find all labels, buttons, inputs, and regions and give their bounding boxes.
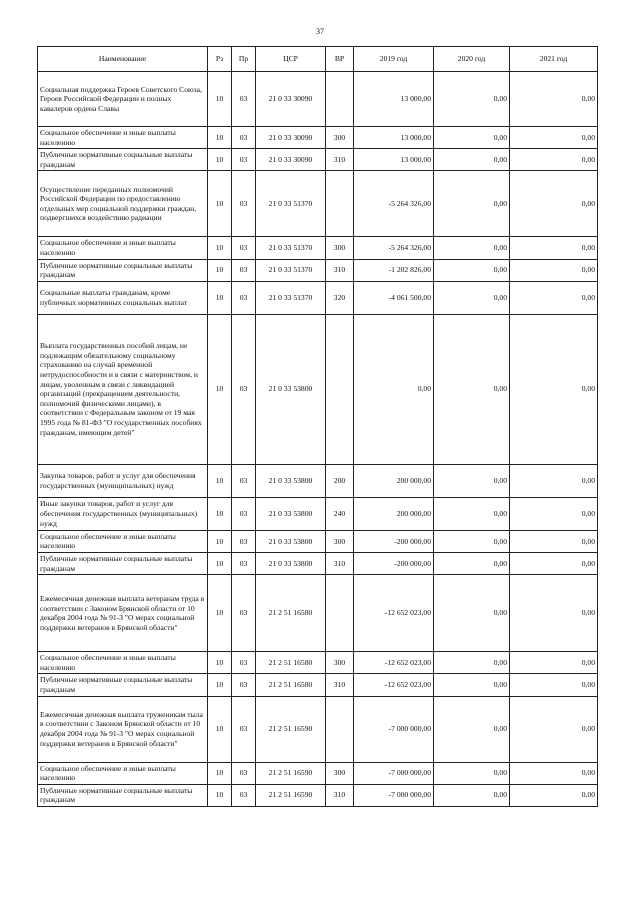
cell-vr: 300 [326,530,354,552]
cell-rz: 10 [208,674,232,696]
cell-name: Ежемесячная денежная выплата ветеранам труда в соответствии с Законом Брянской области от 10 декабря 2004 года № 91-З "О мерах социальной поддержки ветеранов в Брянской области" [38,575,208,652]
cell-pr: 03 [232,696,256,762]
table-row [38,171,598,237]
cell-csr: 21 2 51 16590 [256,696,326,762]
cell-2019: -12 652 023,00 [354,652,434,674]
cell-rz: 10 [208,281,232,314]
cell-2021: 0,00 [510,530,598,552]
cell-pr: 03 [232,171,256,237]
table-row [38,575,598,652]
cell-2020: 0,00 [434,149,510,171]
cell-pr: 03 [232,149,256,171]
cell-name: Публичные нормативные социальные выплаты гражданам [38,149,208,171]
cell-2020: 0,00 [434,784,510,806]
cell-pr: 03 [232,674,256,696]
table-row [38,281,598,314]
cell-rz: 10 [208,530,232,552]
cell-pr: 03 [232,464,256,497]
cell-2019: -12 652 023,00 [354,674,434,696]
cell-csr: 21 0 33 53800 [256,464,326,497]
cell-name: Публичные нормативные социальные выплаты гражданам [38,784,208,806]
cell-vr: 310 [326,259,354,281]
cell-vr: 300 [326,652,354,674]
cell-2021: 0,00 [510,696,598,762]
cell-csr: 21 2 51 16590 [256,762,326,784]
cell-csr: 21 0 33 51370 [256,281,326,314]
cell-2019: -4 061 500,00 [354,281,434,314]
cell-pr: 03 [232,259,256,281]
cell-2019: -5 264 326,00 [354,171,434,237]
cell-2019: -200 000,00 [354,552,434,574]
header-2019: 2019 год [354,47,434,72]
cell-name: Социальная поддержка Героев Советского Союза, Героев Российской Федерации и полных кавалеров ордена Славы [38,72,208,127]
cell-csr: 21 0 33 51370 [256,237,326,259]
cell-2021: 0,00 [510,464,598,497]
cell-name: Социальное обеспечение и иные выплаты населению [38,530,208,552]
cell-2021: 0,00 [510,72,598,127]
cell-rz: 10 [208,149,232,171]
cell-rz: 10 [208,762,232,784]
cell-2019: -5 264 326,00 [354,237,434,259]
table-row [38,762,598,784]
cell-rz: 10 [208,259,232,281]
cell-2021: 0,00 [510,575,598,652]
header-2020: 2020 год [434,47,510,72]
header-2021: 2021 год [510,47,598,72]
cell-2020: 0,00 [434,497,510,530]
cell-rz: 10 [208,696,232,762]
cell-rz: 10 [208,314,232,464]
cell-vr [326,171,354,237]
cell-vr [326,72,354,127]
cell-vr: 310 [326,149,354,171]
cell-2020: 0,00 [434,552,510,574]
cell-pr: 03 [232,281,256,314]
cell-2019: -12 652 023,00 [354,575,434,652]
cell-pr: 03 [232,575,256,652]
cell-2019: 200 000,00 [354,497,434,530]
table-row [38,72,598,127]
cell-2019: 200 000,00 [354,464,434,497]
cell-rz: 10 [208,652,232,674]
table-row [38,127,598,149]
header-row [38,47,598,72]
cell-csr: 21 0 33 53800 [256,552,326,574]
table-row [38,674,598,696]
cell-vr: 300 [326,237,354,259]
cell-2021: 0,00 [510,259,598,281]
page-number: 37 [316,27,324,36]
cell-csr: 21 0 33 51370 [256,171,326,237]
cell-rz: 10 [208,237,232,259]
header-pr: Пр [232,47,256,72]
cell-2021: 0,00 [510,237,598,259]
cell-csr: 21 0 33 51370 [256,259,326,281]
cell-pr: 03 [232,497,256,530]
cell-2020: 0,00 [434,464,510,497]
cell-csr: 21 0 33 53800 [256,530,326,552]
cell-2020: 0,00 [434,575,510,652]
header-rz: Рз [208,47,232,72]
cell-2021: 0,00 [510,784,598,806]
cell-csr: 21 0 33 53800 [256,497,326,530]
cell-name: Ежемесячная денежная выплата труженикам тыла в соответствии с Законом Брянской области от 10 декабря 2004 года № 91-З "О мерах социальной поддержки ветеранов в Брянской области" [38,696,208,762]
cell-pr: 03 [232,314,256,464]
table-row [38,149,598,171]
cell-rz: 10 [208,72,232,127]
table-row [38,552,598,574]
cell-2021: 0,00 [510,149,598,171]
cell-pr: 03 [232,762,256,784]
cell-name: Иные закупки товаров, работ и услуг для обеспечения государственных (муниципальных) нужд [38,497,208,530]
cell-2019: -7 000 000,00 [354,784,434,806]
cell-rz: 10 [208,497,232,530]
cell-name: Публичные нормативные социальные выплаты гражданам [38,552,208,574]
cell-name: Социальное обеспечение и иные выплаты населению [38,237,208,259]
cell-csr: 21 2 51 16580 [256,575,326,652]
header-vr: ВР [326,47,354,72]
table-row [38,497,598,530]
cell-pr: 03 [232,237,256,259]
cell-2020: 0,00 [434,674,510,696]
cell-name: Социальное обеспечение и иные выплаты населению [38,127,208,149]
cell-vr: 320 [326,281,354,314]
cell-pr: 03 [232,652,256,674]
cell-rz: 10 [208,575,232,652]
cell-rz: 10 [208,784,232,806]
cell-name: Выплата государственных пособий лицам, не подлежащим обязательному социальному страхованию на случай временной нетрудоспособности и в связи с материнством, и лицам, уволенным в связи с ликвидацией организаций (прекращением деятельности, полномочий физическими лицами), в соответствии с Федеральным законом от 19 мая 1995 года № 81-ФЗ "О государственных пособиях гражданам, имеющим детей" [38,314,208,464]
cell-vr: 310 [326,674,354,696]
cell-name: Социальное обеспечение и иные выплаты населению [38,652,208,674]
cell-2020: 0,00 [434,72,510,127]
budget-table [37,46,598,807]
cell-2021: 0,00 [510,314,598,464]
cell-csr: 21 0 33 30090 [256,72,326,127]
cell-2020: 0,00 [434,259,510,281]
cell-2019: -1 202 826,00 [354,259,434,281]
table-row [38,314,598,464]
cell-2020: 0,00 [434,652,510,674]
cell-2021: 0,00 [510,497,598,530]
cell-vr [326,314,354,464]
cell-name: Осуществление переданных полномочий Российской Федерации по предоставлению отдельных мер социальной поддержки граждан, подвергшихся воздействию радиации [38,171,208,237]
cell-rz: 10 [208,127,232,149]
cell-pr: 03 [232,530,256,552]
table-row [38,237,598,259]
cell-vr: 200 [326,464,354,497]
cell-vr: 310 [326,552,354,574]
cell-2020: 0,00 [434,530,510,552]
cell-2020: 0,00 [434,237,510,259]
cell-vr: 300 [326,762,354,784]
cell-2019: 13 000,00 [354,149,434,171]
table-row [38,530,598,552]
cell-vr: 240 [326,497,354,530]
cell-2019: -200 000,00 [354,530,434,552]
cell-2020: 0,00 [434,127,510,149]
cell-2021: 0,00 [510,281,598,314]
cell-csr: 21 2 51 16580 [256,652,326,674]
cell-csr: 21 0 33 30090 [256,127,326,149]
cell-2020: 0,00 [434,696,510,762]
table-row [38,259,598,281]
cell-2020: 0,00 [434,762,510,784]
cell-name: Социальное обеспечение и иные выплаты населению [38,762,208,784]
cell-vr [326,696,354,762]
cell-2019: 13 000,00 [354,72,434,127]
table-row [38,784,598,806]
cell-rz: 10 [208,552,232,574]
cell-pr: 03 [232,127,256,149]
cell-2019: -7 000 000,00 [354,762,434,784]
table-row [38,696,598,762]
cell-2019: 13 000,00 [354,127,434,149]
cell-csr: 21 2 51 16590 [256,784,326,806]
table-row [38,464,598,497]
cell-2019: 0,00 [354,314,434,464]
cell-rz: 10 [208,171,232,237]
cell-vr: 310 [326,784,354,806]
cell-csr: 21 0 33 53800 [256,314,326,464]
cell-pr: 03 [232,552,256,574]
cell-2020: 0,00 [434,281,510,314]
table-body [38,72,598,807]
cell-name: Социальные выплаты гражданам, кроме публичных нормативных социальных выплат [38,281,208,314]
cell-2021: 0,00 [510,652,598,674]
cell-vr: 300 [326,127,354,149]
cell-name: Закупка товаров, работ и услуг для обеспечения государственных (муниципальных) нужд [38,464,208,497]
cell-2019: -7 000 000,00 [354,696,434,762]
cell-csr: 21 0 33 30090 [256,149,326,171]
cell-name: Публичные нормативные социальные выплаты гражданам [38,259,208,281]
cell-2021: 0,00 [510,171,598,237]
cell-2021: 0,00 [510,552,598,574]
cell-rz: 10 [208,464,232,497]
cell-name: Публичные нормативные социальные выплаты гражданам [38,674,208,696]
header-name: Наименование [38,47,208,72]
table-row [38,652,598,674]
cell-2020: 0,00 [434,314,510,464]
cell-csr: 21 2 51 16580 [256,674,326,696]
cell-2020: 0,00 [434,171,510,237]
cell-pr: 03 [232,72,256,127]
cell-vr [326,575,354,652]
cell-pr: 03 [232,784,256,806]
header-csr: ЦСР [256,47,326,72]
cell-2021: 0,00 [510,762,598,784]
cell-2021: 0,00 [510,127,598,149]
cell-2021: 0,00 [510,674,598,696]
